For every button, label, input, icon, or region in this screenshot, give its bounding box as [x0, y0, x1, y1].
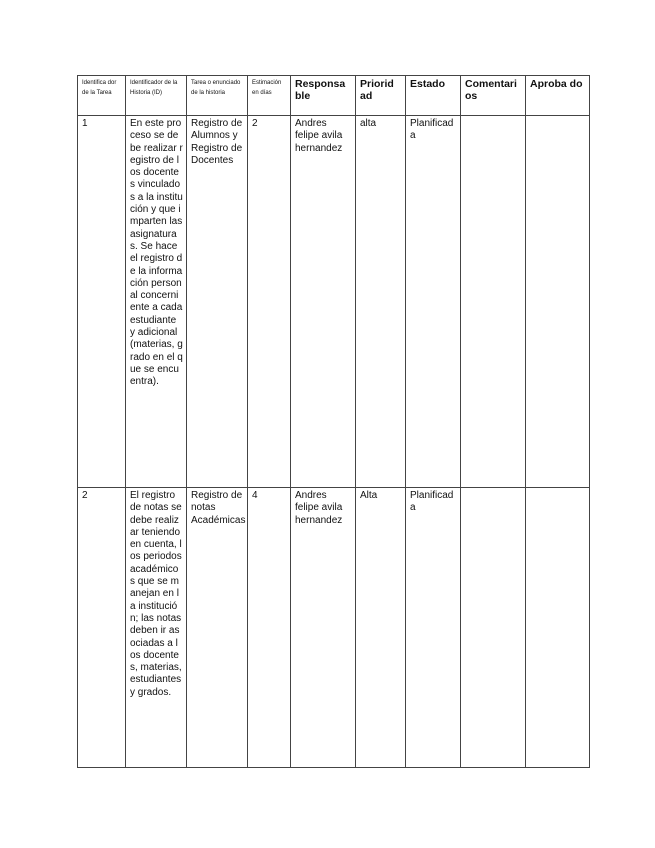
cell-owner: Andres felipe avila hernandez [291, 488, 356, 768]
cell-status [406, 116, 461, 488]
header-task-statement: Tarea o enunciado de la historia [187, 76, 248, 116]
cell-status [406, 488, 461, 768]
task-table [77, 75, 590, 768]
status-text: Planificada [410, 490, 454, 514]
header-owner: Responsa ble [291, 76, 356, 116]
status-text: Planificada [410, 118, 454, 142]
header-history-id: Identificador de la Historia (ID) [126, 76, 187, 116]
header-estimate-days: Estimación en días [248, 76, 291, 116]
cell-owner: Andres felipe avila hernandez [291, 116, 356, 488]
cell-priority: alta [356, 116, 406, 488]
history-text: En este proceso se debe realizar registro de los docentes vinculados a la institución y que imparten las asignaturas. Se hace el registro de la información personal concerniente a cada estudiante y adicional (materias, grado en el que se encuentra). [130, 118, 183, 388]
cell-history [126, 488, 187, 768]
cell-priority: Alta [356, 488, 406, 768]
header-comments: Comentari os [461, 76, 526, 116]
table-header-row [78, 76, 590, 116]
table-row [78, 116, 590, 488]
table-row [78, 488, 590, 768]
cell-task: Registro de notas Académicas [187, 488, 248, 768]
header-status: Estado [406, 76, 461, 116]
cell-task-id: 1 [78, 116, 126, 488]
cell-estimate: 2 [248, 116, 291, 488]
cell-comments [461, 116, 526, 488]
history-text: El registro de notas se debe realizar teniendo en cuenta, los periodos académicos que se manejan en la institución; las notas deben ir asociadas a los docentes, materias, estudiantes y grados. [130, 490, 182, 698]
header-priority: Priorid ad [356, 76, 406, 116]
cell-task: Registro de Alumnos y Registro de Docentes [187, 116, 248, 488]
cell-history [126, 116, 187, 488]
cell-estimate: 4 [248, 488, 291, 768]
cell-approved [526, 488, 590, 768]
cell-task-id: 2 [78, 488, 126, 768]
cell-approved [526, 116, 590, 488]
header-task-id: Identifica dor de la Tarea [78, 76, 126, 116]
cell-comments [461, 488, 526, 768]
header-approved: Aproba do [526, 76, 590, 116]
